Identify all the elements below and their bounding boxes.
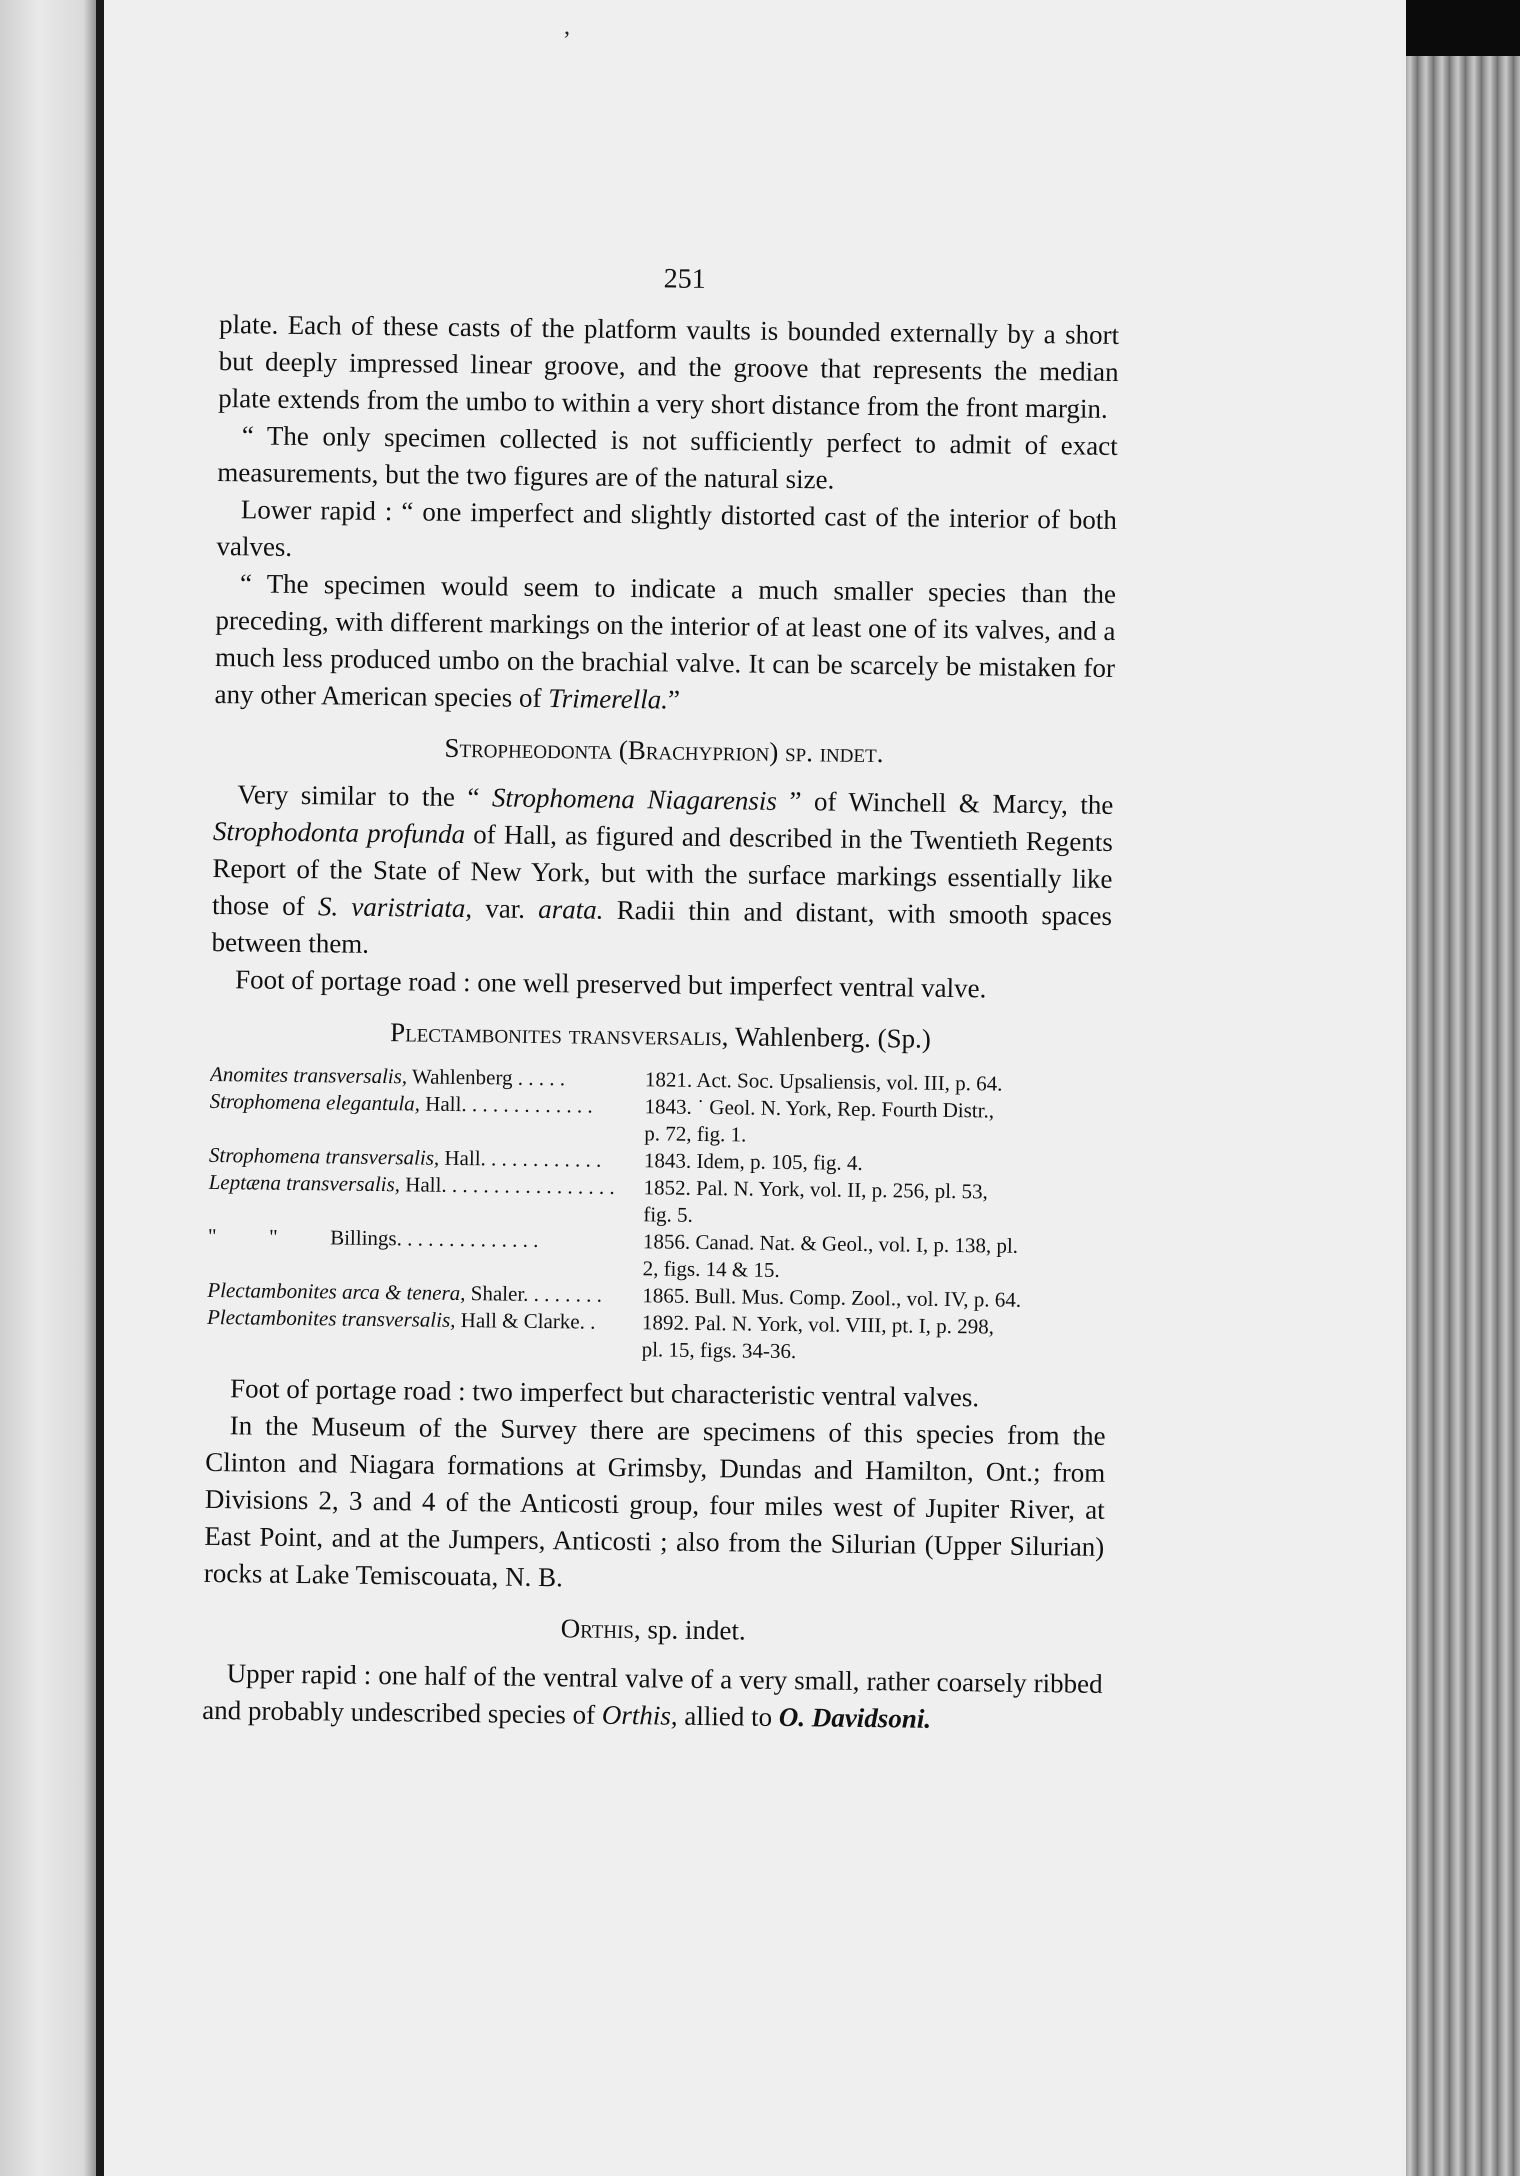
taxon-name: Trimerella. <box>548 683 669 715</box>
paragraph <box>214 565 1116 724</box>
synonym-author: Shaler. . . . . . . . <box>465 1281 603 1307</box>
taxon-name: arata. <box>538 893 604 925</box>
facing-page-edge <box>0 0 98 2176</box>
text-run: var. <box>471 893 539 924</box>
section-heading <box>210 1012 1110 1060</box>
synonym-name: Anomites transversalis, <box>209 1061 408 1089</box>
taxon-name: Orthis, <box>601 1699 678 1731</box>
section-heading: Stropheodonta (Brachyprion) sp. indet. <box>444 732 884 769</box>
paragraph: Foot of portage road : one well preserved but imperfect ventral valve. <box>234 964 987 1004</box>
synonym-reference: 1892. Pal. N. York, vol. VIII, pt. I, p. 298, <box>641 1310 995 1339</box>
page-text <box>202 255 1120 1740</box>
synonym-author: Hall & Clarke. . <box>455 1307 596 1334</box>
synonym-reference-continued: pl. 15, figs. 34-36. <box>641 1337 797 1364</box>
paragraph <box>211 776 1113 972</box>
synonym-reference-continued: fig. 5. <box>643 1202 694 1227</box>
paragraph <box>202 1655 1103 1740</box>
text-run: Upper rapid : one half of the ventral valve of a very small, rather coarsely ribbed and probably undescribed species of <box>202 1658 1103 1730</box>
synonym-reference-continued: 2, figs. 14 & 15. <box>642 1256 780 1282</box>
text-run: Very similar to the “ <box>237 779 493 813</box>
heading-taxon: Orthis, <box>560 1613 641 1645</box>
paragraph: In the Museum of the Survey there are specimens of this species from the Clinton and Niagara formations at Grimsby, Dundas and Hamilton, Ont.; from Divisions 2, 3 and 4 of the Anticosti group, four miles west of Jupiter River, at East Point, and at the Jumpers, Anticosti ; also from the Silurian (Upper Silurian) rocks at Lake Temiscouata, N. B. <box>203 1410 1106 1593</box>
synonym-reference-continued: p. 72, fig. 1. <box>644 1121 747 1147</box>
synonym-reference: 1821. Act. Soc. Upsaliensis, vol. III, p. 64. <box>644 1067 1003 1096</box>
paragraph-text: “ The specimen would seem to indicate a much smaller species than the preceding, with different markings on the interior of at least one of its valves, and a much less produced umbo on the brachial valve. It can be scarcely be mistaken for any other American species of <box>214 568 1117 714</box>
heading-author: Wahlenberg. (Sp.) <box>728 1021 932 1054</box>
paragraph: “ The only specimen collected is not sufficiently perfect to admit of exact measurements, but the two figures are of the natural size. <box>217 420 1118 495</box>
synonym-name: Plectambonites transversalis, <box>206 1304 456 1332</box>
synonymy-entry <box>207 1304 1108 1369</box>
synonym-reference: 1852. Pal. N. York, vol. II, p. 256, pl. 53, <box>643 1175 988 1204</box>
ditto-marks: " " <box>207 1223 278 1249</box>
section-heading <box>203 1606 1103 1654</box>
page-stack-edge <box>1402 56 1520 2176</box>
heading-taxon: Plectambonites transversalis, <box>389 1017 729 1052</box>
text-run: Radii thin and distant, with smooth spaces between them. <box>211 894 1113 959</box>
synonym-author: Hall. . . . . . . . . . . . . <box>419 1091 593 1118</box>
synonym-author: Hall. . . . . . . . . . . . <box>439 1145 602 1172</box>
heading-rest: sp. indet. <box>640 1614 746 1646</box>
paragraph: Lower rapid : “ one imperfect and slightly distorted cast of the interior of both valves. <box>216 494 1118 562</box>
synonym-name: Strophomena elegantula, <box>209 1088 421 1116</box>
page-number: 251 <box>663 263 706 295</box>
synonymy-list <box>207 1061 1111 1369</box>
text-run: ” of Winchell & Marcy, the <box>776 785 1114 820</box>
synonym-reference: 1865. Bull. Mus. Comp. Zool., vol. IV, p. 64. <box>642 1283 1022 1312</box>
synonym-name: Plectambonites arca & tenera, <box>207 1277 466 1306</box>
text-run: allied to <box>677 1700 780 1732</box>
taxon-name: Strophodonta profunda <box>212 815 466 850</box>
synonym-reference: 1843. ˙ Geol. N. York, Rep. Fourth Distr., <box>644 1094 995 1123</box>
text-run: of Hall, as figured and described in the Twentieth Regents Report of the State of New York, but with the surface markings essentially like those of <box>211 819 1114 922</box>
synonym-name: Leptæna transversalis, <box>208 1169 401 1197</box>
synonym-author: Billings. . . . . . . . . . . . . . <box>277 1224 544 1253</box>
paragraph: Foot of portage road : two imperfect but characteristic ventral valves. <box>229 1373 980 1413</box>
synonym-name: Strophomena transversalis, <box>208 1142 440 1170</box>
synonym-author: Wahlenberg . . . . . <box>407 1064 566 1091</box>
taxon-name: Strophomena Niagarensis <box>491 782 778 816</box>
scan-speck: , <box>564 14 570 40</box>
synonym-author: Hall. . . . . . . . . . . . . . . . . <box>399 1172 615 1199</box>
taxon-name: S. varistriata, <box>317 891 473 924</box>
synonym-reference: 1856. Canad. Nat. & Geol., vol. I, p. 138, pl. <box>642 1229 1019 1258</box>
synonym-reference: 1843. Idem, p. 105, fig. 4. <box>643 1148 863 1175</box>
quote-mark: ” <box>667 684 681 715</box>
paragraph: plate. Each of these casts of the platform vaults is bounded externally by a short but deeply impressed linear groove, and the groove that represents the median plate extends from the umbo to within a very short distance from the front margin. <box>218 308 1120 424</box>
taxon-name: O. Davidsoni. <box>778 1701 932 1734</box>
